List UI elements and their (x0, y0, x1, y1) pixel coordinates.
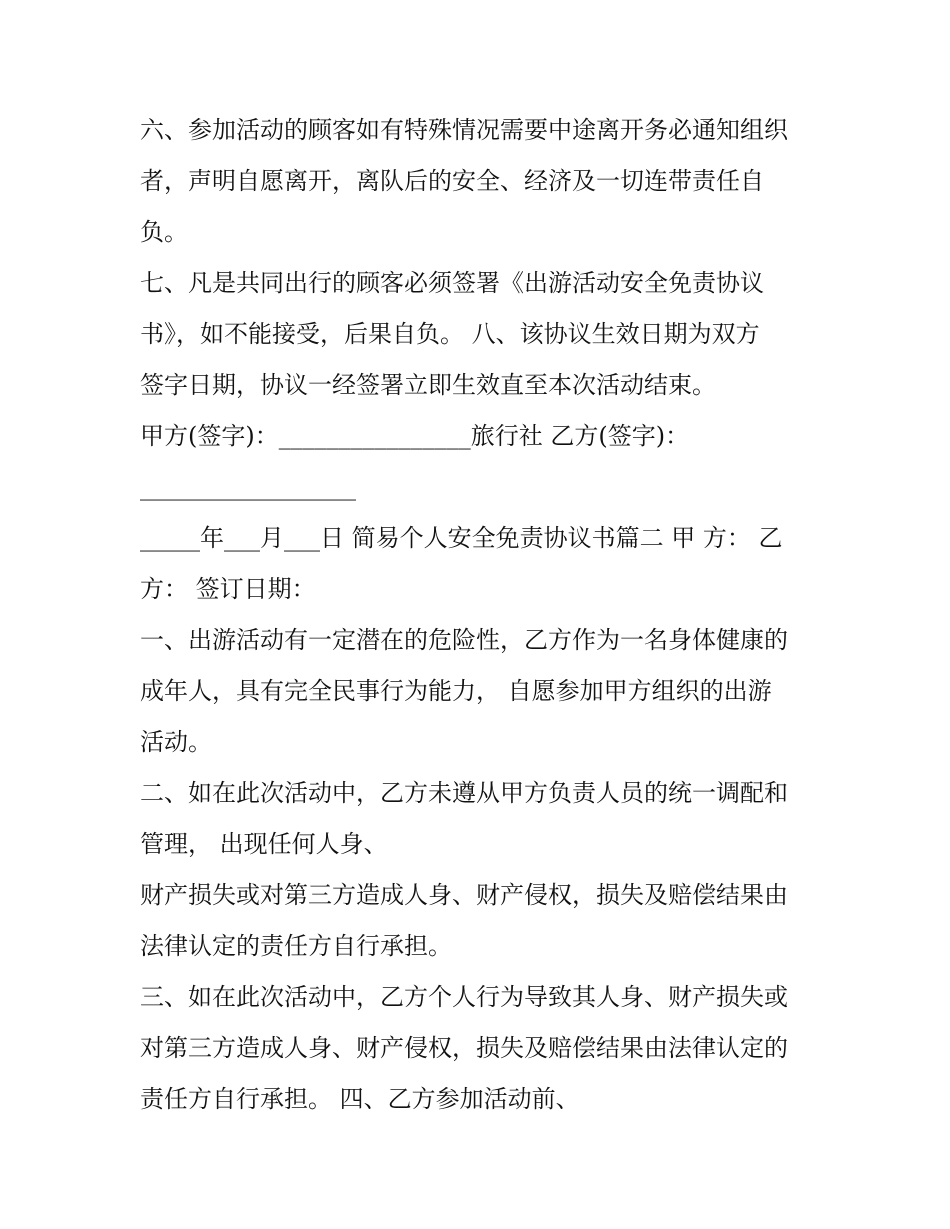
clause-1-line-2: 成年人，具有完全民事行为能力， 自愿参加甲方组织的出游 (140, 677, 772, 705)
clause-2-line-2: 管理， 出现任何人身、 (140, 830, 388, 858)
text-line-4: 七、凡是共同出行的顾客必须签署《出游活动安全免责协议 (140, 269, 764, 297)
text-line-1: 六、参加活动的顾客如有特殊情况需要中途离开务必通知组织 (140, 116, 788, 144)
clause-1-line-3: 活动。 (140, 728, 212, 756)
date-and-title-line: _____年___月___日 简易个人安全免责协议书篇二 甲 方： 乙 (140, 524, 783, 552)
agreement-body (140, 105, 820, 1125)
text-line-6: 签字日期，协议一经签署立即生效直至本次活动结束。 (140, 371, 716, 399)
clause-3-line-1: 三、如在此次活动中，乙方个人行为导致其人身、财产损失或 (140, 983, 788, 1011)
signature-blank: __________________ (140, 473, 356, 501)
clause-3-line-2: 对第三方造成人身、财产侵权，损失及赔偿结果由法律认定的 (140, 1034, 788, 1062)
text-line-5: 书》，如不能接受，后果自负。 八、该协议生效日期为双方 (140, 320, 760, 348)
clause-2-line-3: 财产损失或对第三方造成人身、财产侵权，损失及赔偿结果由 (140, 881, 788, 909)
text-line-2: 者，声明自愿离开，离队后的安全、经济及一切连带责任自 (140, 167, 764, 195)
party-sign-date-line: 方： 签订日期： (140, 575, 316, 603)
clause-2-line-4: 法律认定的责任方自行承担。 (140, 932, 452, 960)
signature-line-parties: 甲方(签字)：________________旅行社 乙方(签字)： (140, 422, 690, 450)
clause-1-line-1: 一、出游活动有一定潜在的危险性，乙方作为一名身体健康的 (140, 626, 788, 654)
clause-3-line-3: 责任方自行承担。 四、乙方参加活动前、 (140, 1085, 580, 1113)
text-line-3: 负。 (140, 218, 188, 246)
clause-2-line-1: 二、如在此次活动中，乙方未遵从甲方负责人员的统一调配和 (140, 779, 788, 807)
